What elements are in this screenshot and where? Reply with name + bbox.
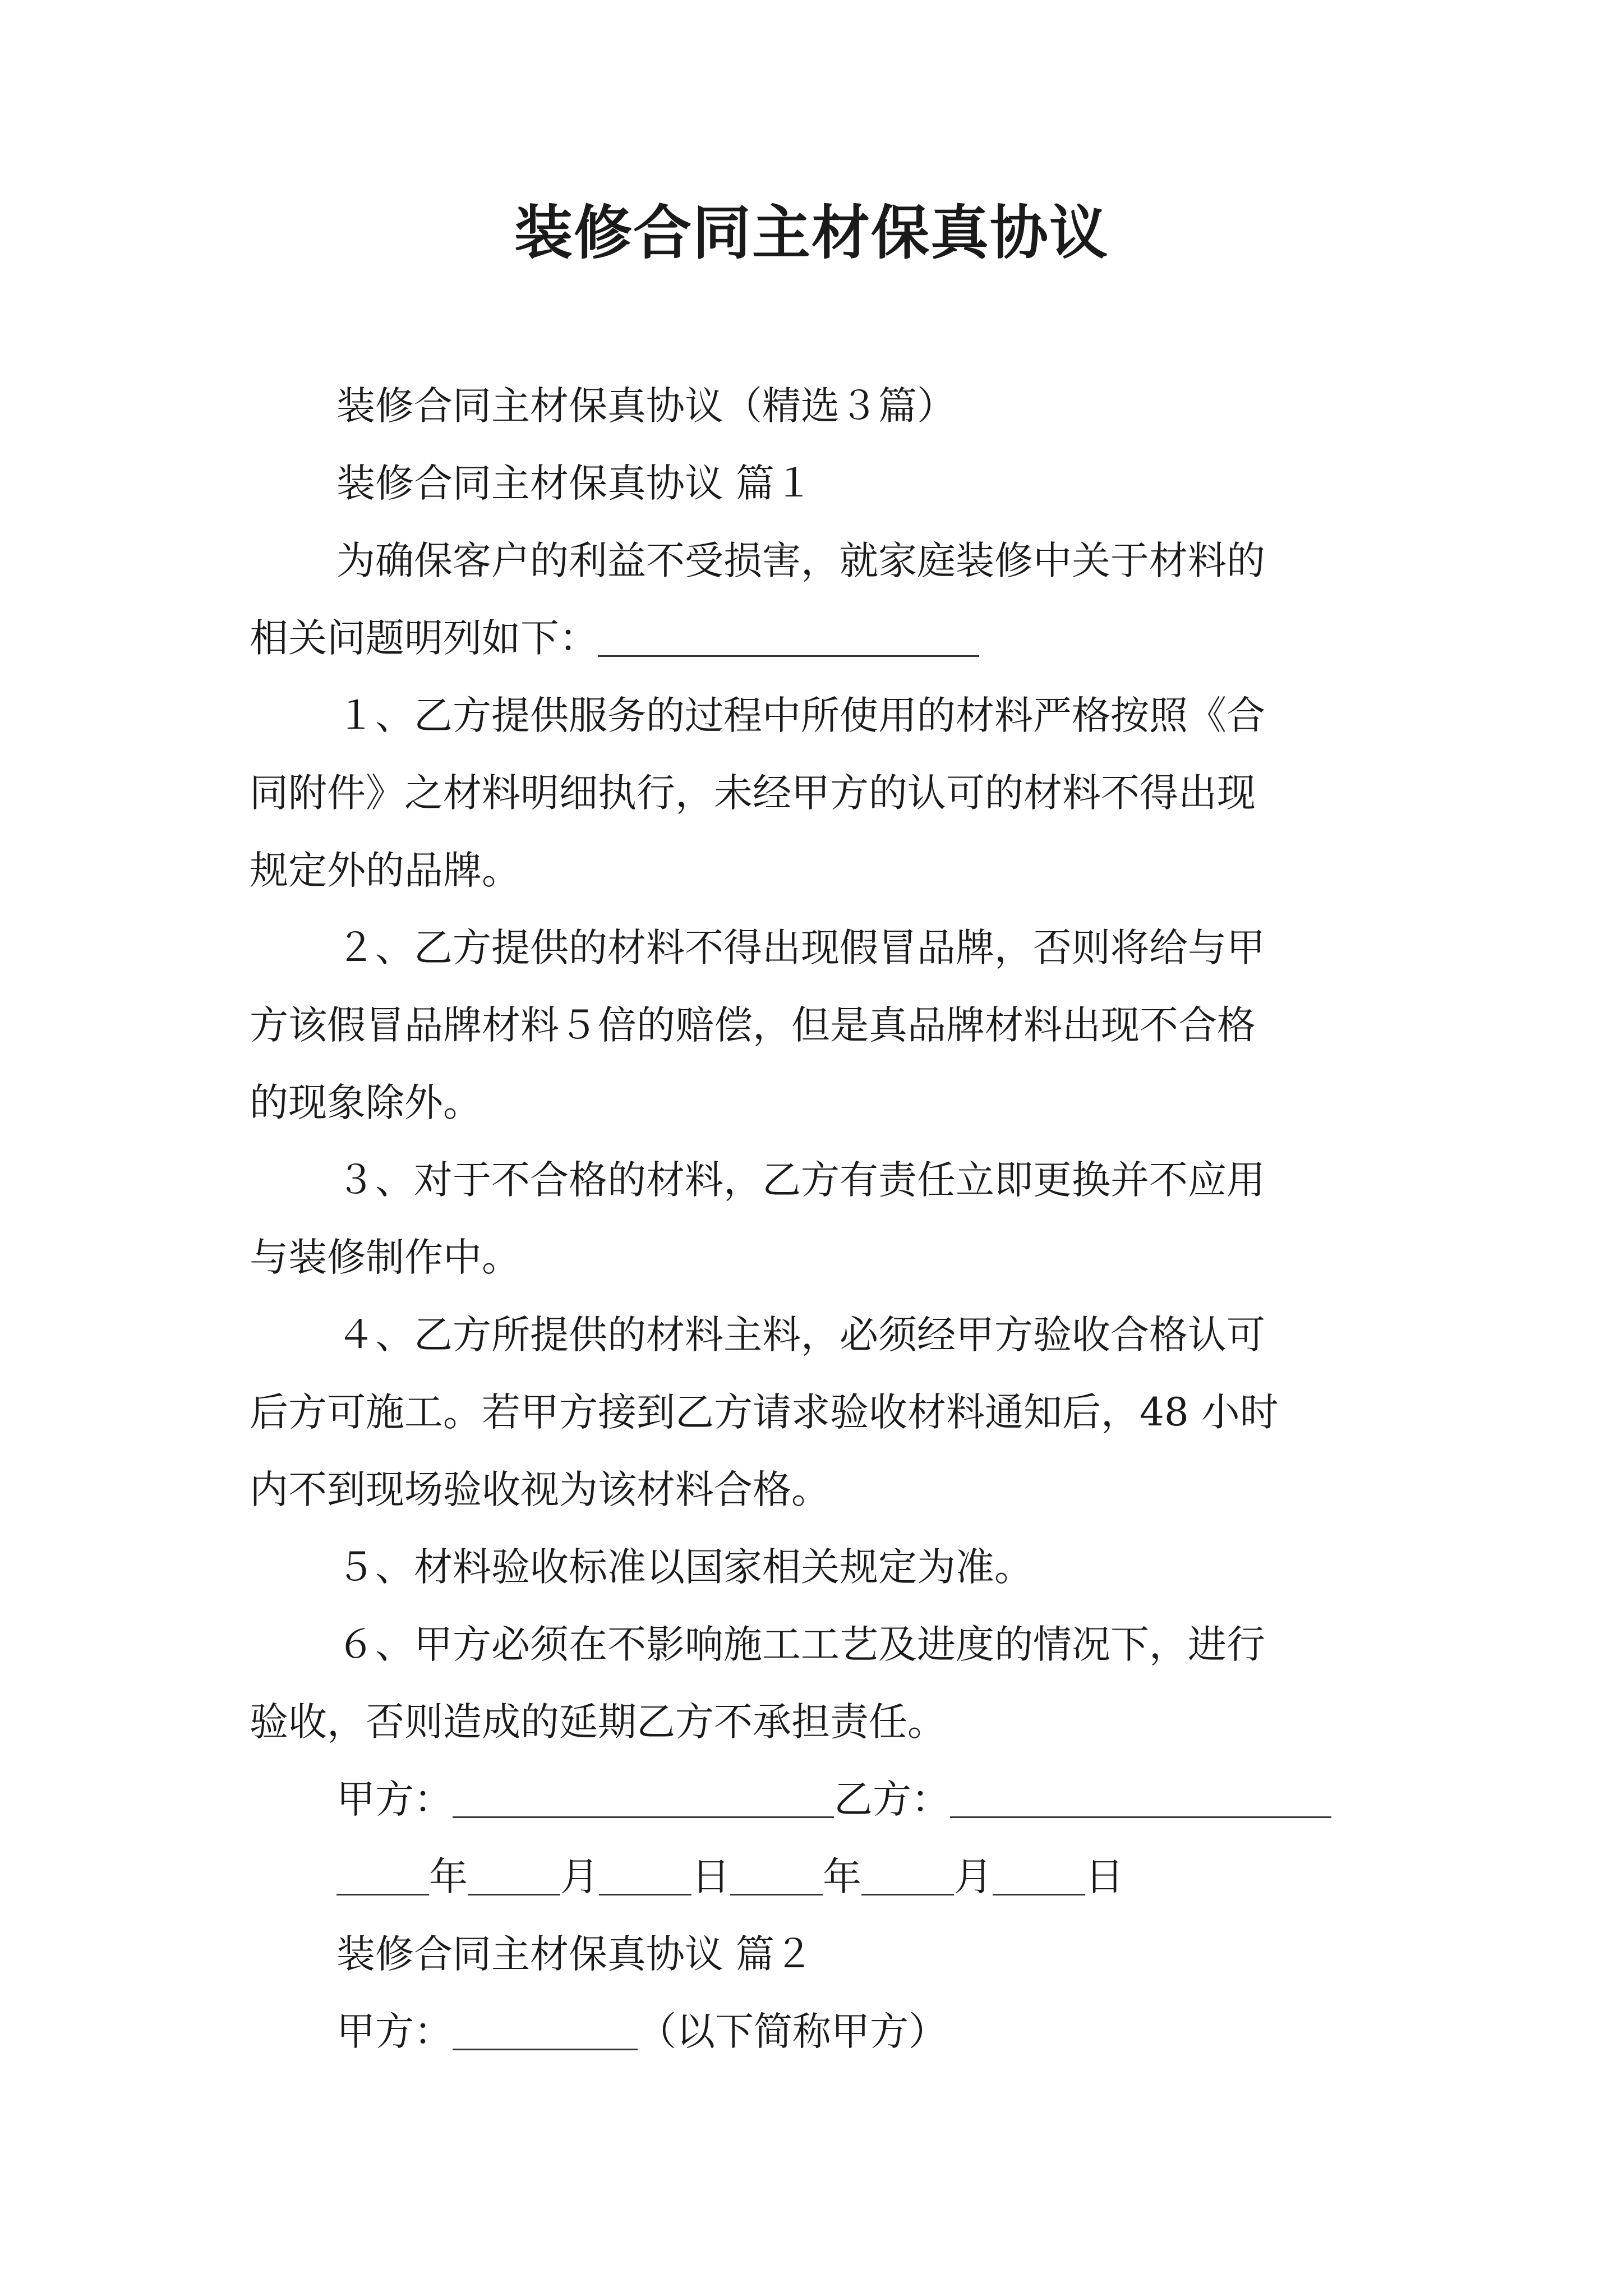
party-a-blank: [453, 1782, 834, 1818]
clause-line: ３、对于不合格的材料，乙方有责任立即更换并不应用: [336, 1158, 1265, 1203]
clause-line: 与装修制作中。: [250, 1235, 520, 1280]
clause-line: ４、乙方所提供的材料主料，必须经甲方验收合格认可: [336, 1313, 1265, 1358]
clause-line: 验收，否则造成的延期乙方不承担责任。: [250, 1700, 946, 1745]
date-blank: [730, 1859, 823, 1895]
paragraph-line: 为确保客户的利益不受损害，就家庭装修中关于材料的: [336, 539, 1265, 583]
date-blank: [599, 1859, 691, 1895]
party-b-blank: [950, 1782, 1331, 1818]
paragraph-line: 相关问题明列如下：: [250, 600, 1377, 677]
document-body: [250, 367, 1377, 2070]
clause-line: 内不到现场验收视为该材料合格。: [250, 1467, 830, 1512]
document-title: 装修合同主材保真协议: [514, 199, 1109, 267]
clause-line: ６、甲方必须在不影响施工工艺及进度的情况下，进行: [336, 1622, 1265, 1667]
clause-line: １、乙方提供服务的过程中所使用的材料严格按照《合: [336, 693, 1265, 738]
party-a-line: 甲方： （以下简称甲方）: [336, 2009, 947, 2054]
clause-line: 规定外的品牌。: [250, 848, 520, 893]
clause-line: 方该假冒品牌材料５倍的赔偿，但是真品牌材料出现不合格: [250, 1003, 1256, 1048]
party-b-label: 乙方：: [834, 1777, 950, 1822]
clause-line: ２、乙方提供的材料不得出现假冒品牌，否则将给与甲: [336, 926, 1265, 970]
party-a-label: 甲方：: [336, 1777, 453, 1822]
section-heading-1: 装修合同主材保真协议 篇１: [336, 461, 813, 506]
fill-blank: [598, 620, 979, 657]
date-blank: [861, 1859, 954, 1895]
clause-line: 的现象除外。: [250, 1080, 482, 1125]
signature-line: [250, 1761, 1377, 1838]
clause-line: 后方可施工。若甲方接到乙方请求验收材料通知后，48 小时: [250, 1390, 1279, 1435]
section-heading-2: 装修合同主材保真协议 篇２: [336, 1932, 813, 1977]
party-a-name-blank: [453, 2014, 638, 2050]
date-blank: [336, 1859, 429, 1895]
date-blank: [468, 1859, 560, 1895]
subtitle-line: 装修合同主材保真协议（精选３篇）: [336, 384, 956, 429]
clause-line: ５、材料验收标准以国家相关规定为准。: [336, 1545, 1033, 1590]
date-line: 年 月 日 年 月 日: [250, 1838, 1377, 1916]
date-blank: [993, 1859, 1085, 1895]
clause-line: 同附件》之材料明细执行，未经甲方的认可的材料不得出现: [250, 771, 1256, 816]
